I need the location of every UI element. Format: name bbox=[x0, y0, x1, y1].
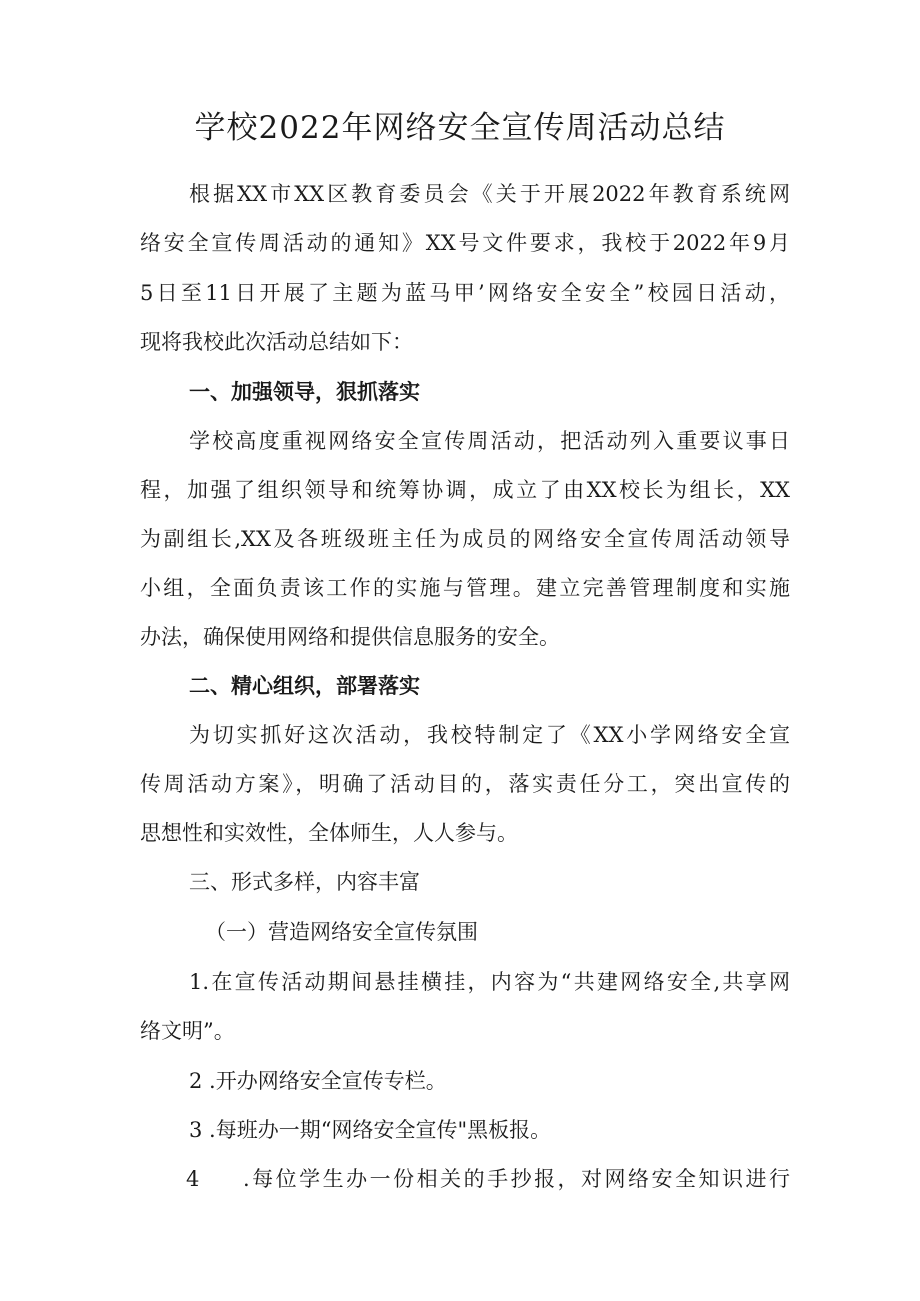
intro-line-1: 根据XX市XX区教育委员会《关于开展2022年教育系统网 bbox=[189, 182, 790, 206]
document-title: 学校2022年网络安全宣传周活动总结 bbox=[194, 110, 726, 146]
intro-line-4: 现将我校此次活动总结如下： bbox=[140, 330, 413, 354]
list-item-1-line-1: 1.在宣传活动期间悬挂横挂，内容为“共建网络安全,共享网 bbox=[189, 970, 790, 994]
section-1-heading: 一、加强领导，狠抓落实 bbox=[189, 379, 420, 404]
intro-line-3: 5日至11日开展了主题为蓝马甲’网络安全安全”校园日活动， bbox=[140, 281, 790, 305]
section-1-line-5: 办法，确保使用网络和提供信息服务的安全。 bbox=[140, 625, 560, 649]
list-item-4-number: 4 bbox=[186, 1167, 200, 1191]
list-item-1-line-2: 络文明”。 bbox=[140, 1019, 235, 1043]
section-2-line-2: 传周活动方案》，明确了活动目的，落实责任分工，突出宣传的 bbox=[140, 772, 790, 796]
section-1-line-3: 为副组长,XX及各班级班主任为成员的网络安全宣传周活动领导 bbox=[140, 527, 790, 551]
intro-line-2: 络安全宣传周活动的通知》XX号文件要求，我校于2022年9月 bbox=[140, 231, 790, 255]
list-item-2: 2 .开办网络安全宣传专栏。 bbox=[189, 1069, 447, 1093]
section-1-line-1: 学校高度重视网络安全宣传周活动，把活动列入重要议事日 bbox=[189, 429, 790, 453]
section-3-subheading-1: （一）营造网络安全宣传氛围 bbox=[205, 920, 478, 944]
section-2-heading: 二、精心组织，部署落实 bbox=[189, 673, 420, 698]
section-2-line-1: 为切实抓好这次活动，我校特制定了《XX小学网络安全宣 bbox=[189, 723, 790, 747]
section-1-line-2: 程，加强了组织领导和统筹协调，成立了由XX校长为组长，XX bbox=[140, 478, 790, 502]
section-3-heading: 三、形式多样，内容丰富 bbox=[189, 870, 420, 894]
list-item-4-text: .每位学生办一份相关的手抄报，对网络安全知识进行 bbox=[243, 1167, 790, 1191]
section-1-line-4: 小组，全面负责该工作的实施与管理。建立完善管理制度和实施 bbox=[140, 576, 790, 600]
list-item-3: 3 .每班办一期“网络安全宣传"黑板报。 bbox=[189, 1118, 552, 1142]
section-2-line-3: 思想性和实效性，全体师生，人人参与。 bbox=[140, 821, 518, 845]
